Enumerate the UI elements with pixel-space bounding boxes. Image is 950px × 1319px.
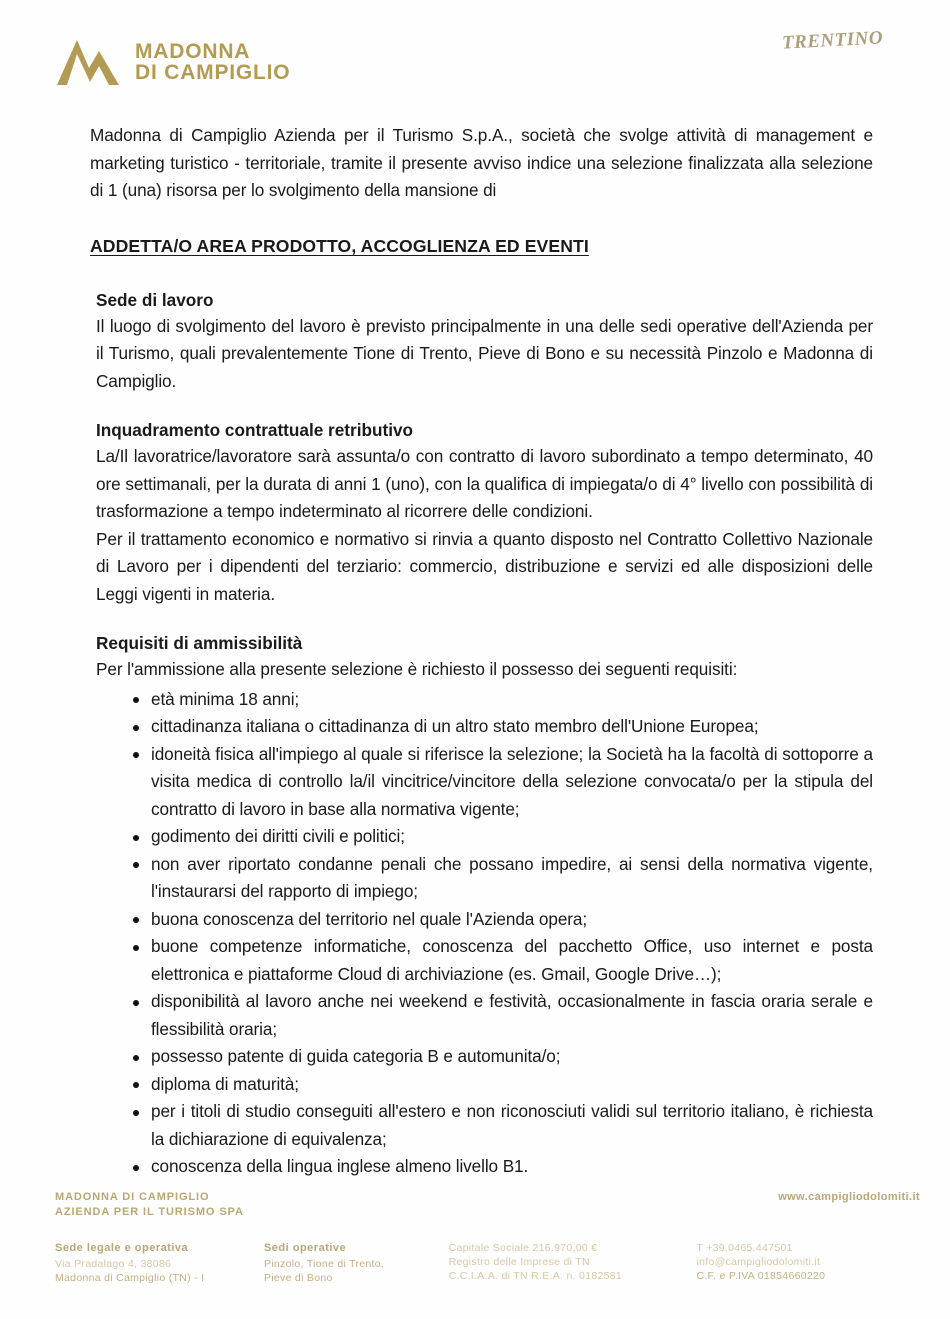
footer-col4-vat: C.F. e P.IVA 01854660220	[696, 1270, 826, 1282]
intro-paragraph: Madonna di Campiglio Azienda per il Turismo S.p.A., società che svolge attività di management e marketing turistico - territoriale, tramite il presente avviso indice una selezione finalizzata alla selezione di 1 (una) risorsa per lo svolgimento della mansione di	[90, 125, 873, 200]
requirements-list	[90, 686, 873, 1181]
footer-col1-heading: Sede legale e operativa	[55, 1242, 189, 1254]
section-heading-sede-di-lavoro: Sede di lavoro	[96, 289, 214, 310]
footer-column-contacts	[696, 1241, 920, 1283]
footer-column-sede-legale	[55, 1241, 264, 1285]
footer-col1-line-2: Madonna di Campiglio (TN) - I	[55, 1272, 205, 1284]
mountain-m-logo-icon	[55, 38, 121, 86]
footer-column-sedi-operative	[264, 1241, 449, 1285]
page-header	[55, 27, 920, 110]
footer-col3-line-3: C.C.I.A.A. di TN R.E.A. n. 0182581	[448, 1270, 623, 1282]
list-item: possesso patente di guida categoria B e automunita/o;	[90, 1043, 873, 1071]
list-item: età minima 18 anni;	[90, 686, 873, 714]
list-item: cittadinanza italiana o cittadinanza di un altro stato membro dell'Unione Europea;	[90, 713, 873, 741]
footer-col2-line-1: Pinzolo, Tione di Trento,	[263, 1258, 385, 1270]
list-item: buone competenze informatiche, conoscenza del pacchetto Office, uso internet e posta elettronica e piattaforme Cloud di archiviazione (es. Gmail, Google Drive…);	[90, 933, 873, 988]
document-body	[90, 122, 873, 1181]
list-item: buona conoscenza del territorio nel quale l'Azienda opera;	[90, 906, 873, 934]
logo-line-2: DI CAMPIGLIO	[135, 61, 291, 84]
footer-col1-line-1: Via Pradalago 4, 38086	[55, 1258, 172, 1270]
list-item: godimento dei diritti civili e politici;	[90, 823, 873, 851]
section-heading-inquadramento: Inquadramento contrattuale retributivo	[96, 420, 414, 440]
section-paragraph-sede-di-lavoro: Il luogo di svolgimento del lavoro è previsto principalmente in una delle sedi operative dell'Azienda per il Turismo, quali prevalentemente Tione di Trento, Pieve di Bono e su necessità Pinzolo e Madonna di Campiglio.	[96, 315, 873, 391]
footer-col3-line-1: Capitale Sociale 216.970,00 €	[448, 1242, 598, 1254]
madonna-di-campiglio-logo	[55, 38, 290, 86]
page-footer	[55, 1190, 920, 1285]
footer-website[interactable]: www.campigliodolomiti.it	[778, 1191, 920, 1203]
list-item: per i titoli di studio conseguiti all'estero e non riconosciuti validi sul territorio italiano, è richiesta la dichiarazione di equivalenza;	[90, 1098, 873, 1153]
footer-brand-line-2: AZIENDA PER IL TURISMO SPA	[55, 1205, 244, 1218]
footer-brand-line-1: MADONNA DI CAMPIGLIO	[55, 1191, 210, 1203]
section-heading-requisiti: Requisiti di ammissibilità	[96, 633, 303, 653]
footer-col4-email[interactable]: info@campigliodolomiti.it	[696, 1256, 821, 1268]
page-title: ADDETTA/O AREA PRODOTTO, ACCOGLIENZA ED EVENTI	[90, 235, 589, 256]
footer-col3-line-2: Registro delle Imprese di TN	[448, 1256, 590, 1268]
footer-col2-line-2: Pieve di Bono	[263, 1272, 333, 1284]
list-item: non aver riportato condanne penali che possano impedire, ai sensi della normativa vigente, l'instaurarsi del rapporto di impiego;	[90, 851, 873, 906]
footer-columns	[55, 1241, 920, 1285]
section-paragraph-requisiti: Per l'ammissione alla presente selezione è richiesto il possesso dei seguenti requisiti:	[96, 659, 738, 679]
logo-line-1: MADONNA	[135, 39, 251, 63]
list-item: conoscenza della lingua inglese almeno livello B1.	[90, 1153, 873, 1181]
footer-col4-phone: T +39.0465.447501	[696, 1242, 793, 1254]
trentino-logo	[781, 27, 892, 72]
trentino-logo-text: TRENTINO	[781, 27, 884, 54]
section-paragraph-inquadramento-1: La/Il lavoratrice/lavoratore sarà assunta/o con contratto di lavoro subordinato a tempo determinato, 40 ore settimanali, per la durata di anni 1 (uno), con la qualifica di impiegata/o di 4° livello con possibilità di trasformazione a tempo indeterminato al ricorrere delle condizioni.	[96, 446, 873, 521]
list-item: diploma di maturità;	[90, 1071, 873, 1099]
footer-column-registry	[449, 1241, 697, 1283]
list-item: disponibilità al lavoro anche nei weekend e festività, occasionalmente in fascia oraria serale e flessibilità oraria;	[90, 988, 873, 1043]
footer-col2-heading: Sedi operative	[263, 1242, 347, 1254]
section-paragraph-inquadramento-2: Per il trattamento economico e normativo si rinvia a quanto disposto nel Contratto Collettivo Nazionale di Lavoro per i dipendenti del terziario: commercio, distribuzione e servizi ed alle disposizioni delle Leggi vigenti in materia.	[96, 528, 873, 604]
list-item: idoneità fisica all'impiego al quale si riferisce la selezione; la Società ha la facoltà di sottoporre a visita medica di controllo la/il vincitrice/vincitore della selezione convocata/o per la stipula del contratto di lavoro in base alla normativa vigente;	[90, 741, 873, 824]
